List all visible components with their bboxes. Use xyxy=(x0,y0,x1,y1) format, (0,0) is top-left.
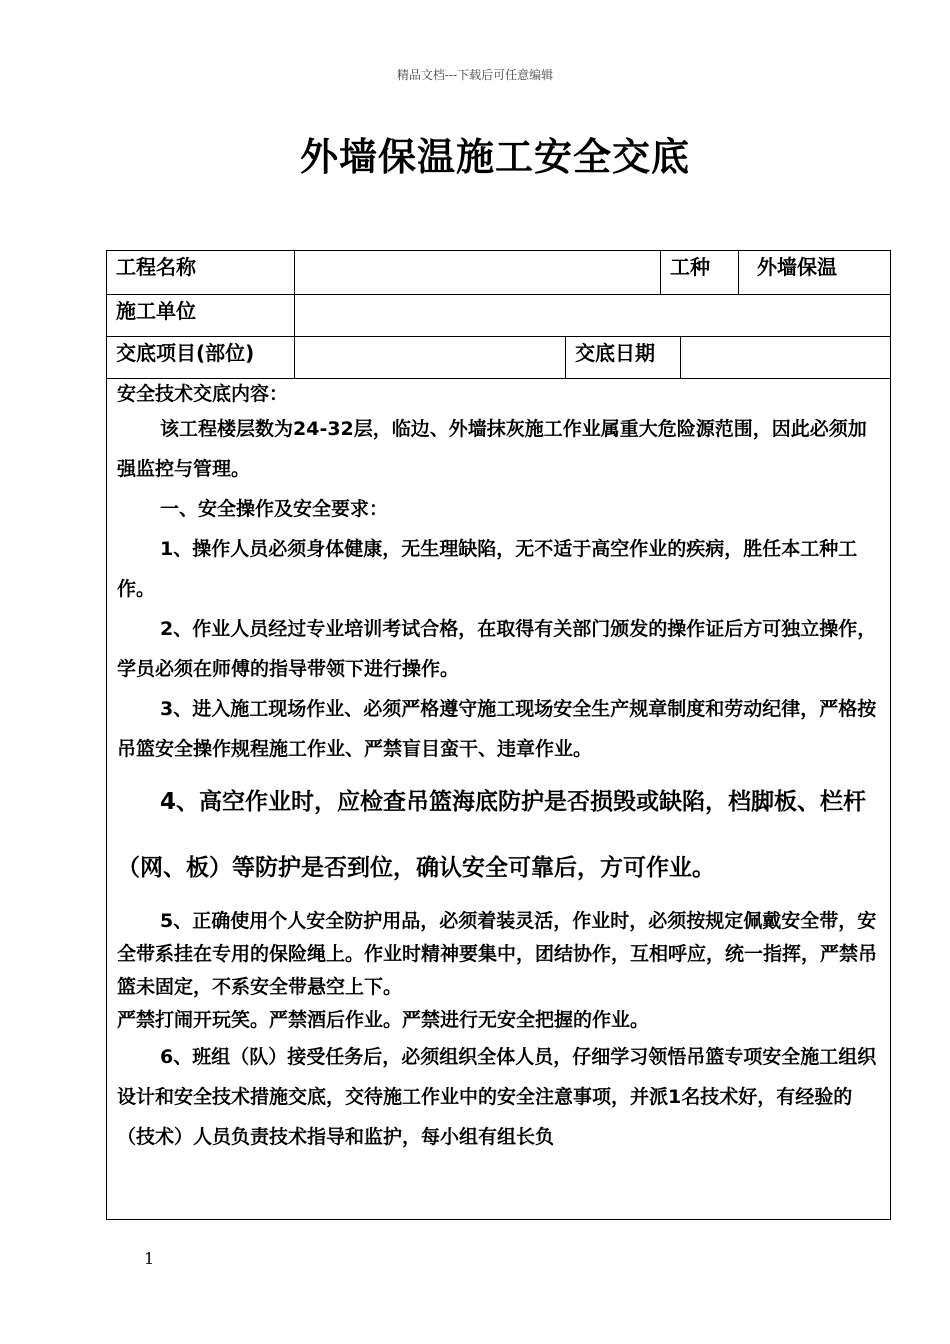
project-name-label: 工程名称 xyxy=(116,255,196,279)
document-title: 外墙保温施工安全交底 xyxy=(299,135,690,179)
construction-unit-label: 施工单位 xyxy=(116,299,196,323)
row-unit xyxy=(107,295,890,337)
work-type-label: 工种 xyxy=(660,251,738,294)
intro-paragraph: 该工程楼层数为24-32层，临边、外墙抹灰施工作业属重大危险源范围，因此必须加强监控与管理。 xyxy=(117,418,867,480)
item-5: 5、正确使用个人安全防护用品，必须着装灵活，作业时，必须按规定佩戴安全带，安全带系挂在专用的保险绳上。作业时精神要集中，团结协作，互相呼应，统一指挥，严禁吊篮未固定，不系安全带悬空上下。 xyxy=(117,910,878,998)
handover-item-label: 交底项目(部位) xyxy=(116,341,255,365)
content-heading: 安全技术交底内容： xyxy=(117,383,289,405)
work-type-value: 外墙保温 xyxy=(738,251,890,294)
item-2: 2、作业人员经过专业培训考试合格，在取得有关部门颁发的操作证后方可独立操作，学员必须在师傅的指导带领下进行操作。 xyxy=(117,618,877,680)
construction-unit-value xyxy=(294,295,890,336)
handover-date-value xyxy=(680,337,890,378)
item-1: 1、操作人员必须身体健康，无生理缺陷，无不适于高空作业的疾病，胜任本工种工作。 xyxy=(117,538,858,600)
header-note: 精品文档---下载后可任意编辑 xyxy=(396,68,554,82)
item-5-continued: 严禁打闹开玩笑。严禁酒后作业。严禁进行无安全把握的作业。 xyxy=(117,1009,650,1031)
handover-date-label: 交底日期 xyxy=(565,337,680,378)
handover-content xyxy=(107,379,890,1157)
row-handover xyxy=(107,337,890,379)
project-name-value xyxy=(294,251,660,294)
item-6: 6、班组（队）接受任务后，必须组织全体人员，仔细学习领悟吊篮专项安全施工组织设计和安全技术措施交底，交待施工作业中的安全注意事项，并派1名技术好，有经验的（技术）人员负责技术指导和监护，每小组有组长负 xyxy=(117,1046,877,1148)
item-3: 3、进入施工现场作业、必须严格遵守施工现场安全生产规章制度和劳动纪律，严格按吊篮安全操作规程施工作业、严禁盲目蛮干、违章作业。 xyxy=(117,698,877,760)
handover-form-table xyxy=(106,250,891,1220)
section-heading: 一、安全操作及安全要求： xyxy=(160,498,389,520)
handover-item-value xyxy=(294,337,565,378)
page-number: 1 xyxy=(144,1249,155,1268)
item-4: 4、高空作业时，应检查吊篮海底防护是否损毁或缺陷，档脚板、栏杆（网、板）等防护是否到位，确认安全可靠后，方可作业。 xyxy=(117,789,867,881)
row-project xyxy=(107,251,890,295)
